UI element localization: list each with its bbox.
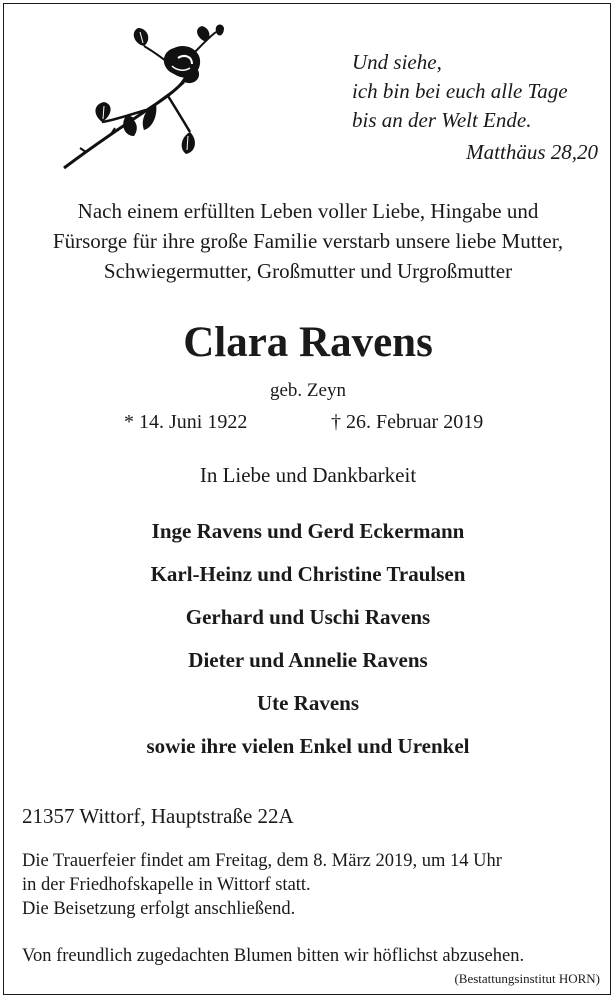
intro-line: Nach einem erfüllten Leben voller Liebe, Hingabe und xyxy=(77,199,539,223)
mourner-name: Dieter und Annelie Ravens xyxy=(188,648,428,672)
verse-line: ich bin bei euch alle Tage xyxy=(352,79,568,103)
intro-text xyxy=(4,196,612,286)
rose-icon xyxy=(56,24,226,174)
birth-date: * 14. Juni 1922 xyxy=(124,411,248,433)
obituary-notice xyxy=(3,3,611,995)
intro-line: Schwiegermutter, Großmutter und Urgroßmutter xyxy=(103,259,513,283)
service-line: in der Friedhofskapelle in Wittorf statt. xyxy=(22,875,311,895)
mourner-name: Gerhard und Uschi Ravens xyxy=(185,605,431,629)
funeral-service-info xyxy=(22,849,602,921)
verse-reference: Matthäus 28,20 xyxy=(466,140,598,164)
mourner-name: Inge Ravens und Gerd Eckermann xyxy=(151,519,465,543)
service-line: Die Trauerfeier findet am Freitag, dem 8. März 2019, um 14 Uhr xyxy=(22,851,502,871)
flowers-note: Von freundlich zugedachten Blumen bitten wir höflichst abzusehen. xyxy=(22,946,525,966)
dedication: In Liebe und Dankbarkeit xyxy=(199,463,417,487)
service-line: Die Beisetzung erfolgt anschließend. xyxy=(22,899,296,919)
bible-verse xyxy=(352,48,602,135)
intro-line: Fürsorge für ihre große Familie verstarb unsere liebe Mutter, xyxy=(52,229,564,253)
deceased-name: Clara Ravens xyxy=(183,319,433,366)
family-address: 21357 Wittorf, Hauptstraße 22A xyxy=(22,804,294,828)
verse-line: Und siehe, xyxy=(352,50,442,74)
mourner-name: Karl-Heinz und Christine Traulsen xyxy=(150,562,466,586)
undertaker-credit: (Bestattungsinstitut HORN) xyxy=(454,971,600,986)
maiden-name: geb. Zeyn xyxy=(270,380,346,401)
mourner-name: Ute Ravens xyxy=(256,691,360,715)
mourners-list xyxy=(4,516,612,774)
verse-line: bis an der Welt Ende. xyxy=(352,108,532,132)
death-date: † 26. Februar 2019 xyxy=(331,411,484,433)
mourner-name: sowie ihre vielen Enkel und Urenkel xyxy=(146,734,470,758)
